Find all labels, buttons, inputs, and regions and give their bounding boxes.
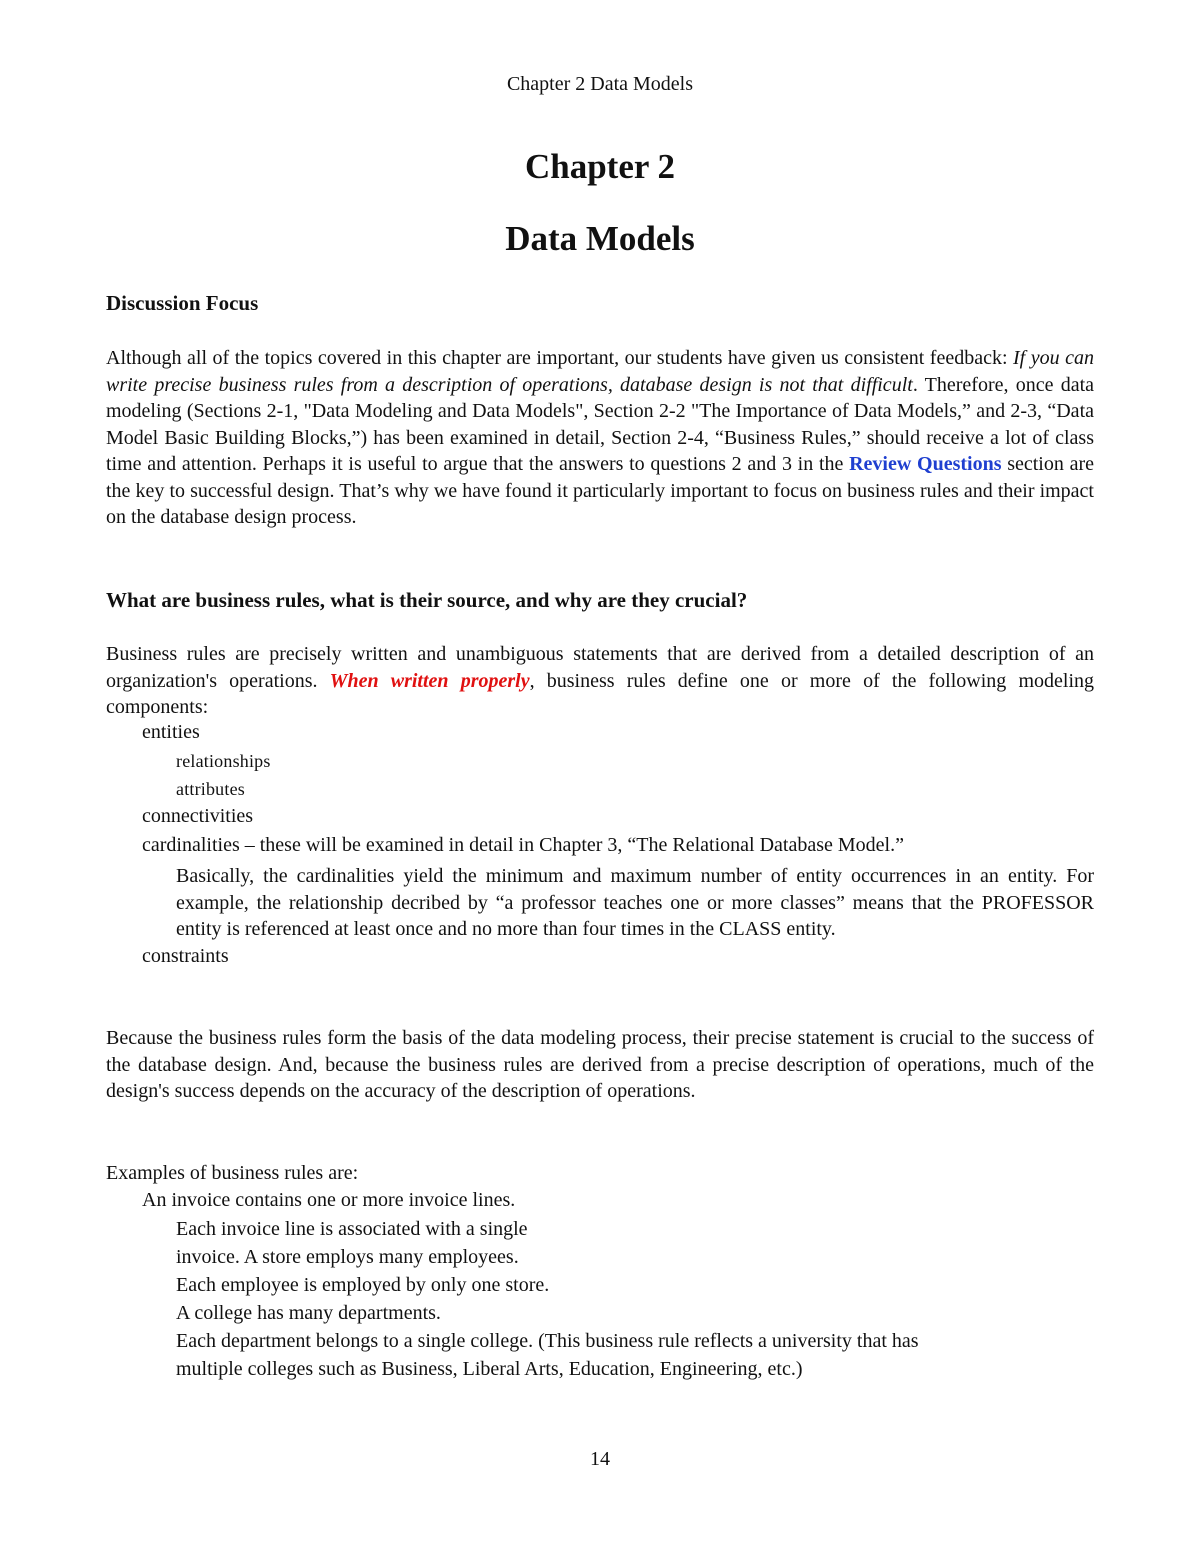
page-number: 14: [590, 1448, 610, 1470]
discussion-text-a: Although all of the topics covered in this chapter are important, our students have given us consistent feedback:: [106, 347, 1014, 369]
business-rules-section: [106, 587, 1094, 613]
example-line: multiple colleges such as Business, Liberal Arts, Education, Engineering, etc.): [176, 1357, 803, 1380]
business-rules-paragraph: [106, 641, 1094, 721]
examples-section: [106, 1160, 1094, 1382]
list-item-cardinalities: cardinalities – these will be examined in detail in Chapter 3, “The Relational Database Model.”: [142, 834, 904, 856]
discussion-italic-quote: If you can write precise business rules from a description of operations, database design is not that difficult: [106, 347, 1094, 396]
example-line: Each invoice line is associated with a single: [176, 1217, 528, 1240]
example-line: Each department belongs to a single college. (This business rule reflects a university that has: [176, 1329, 919, 1352]
example-line: invoice. A store employs many employees.: [176, 1245, 519, 1268]
list-item-constraints: constraints: [142, 944, 229, 967]
when-written-properly-emphasis: When written properly: [329, 669, 530, 692]
discussion-focus-section: [106, 290, 1094, 316]
example-line: A college has many departments.: [176, 1301, 441, 1324]
business-rules-importance-paragraph: [106, 1025, 1094, 1105]
running-header: Chapter 2 Data Models: [506, 73, 694, 95]
importance-text: Because the business rules form the basis of the data modeling process, their precise statement is crucial to the success of the database design. And, because the business rules are derived from a precise description of operations, much of the design's success depends on the accuracy of the description of operations.: [106, 1027, 1094, 1102]
discussion-focus-paragraph: [106, 345, 1094, 531]
chapter-title: Data Models: [505, 219, 695, 258]
discussion-focus-heading: Discussion Focus: [106, 291, 259, 315]
business-rules-text-b: , business rules define one or more of the following modeling components:: [106, 669, 1095, 718]
example-line: Each employee is employed by only one store.: [176, 1273, 550, 1296]
review-questions-link[interactable]: Review Questions: [849, 453, 1002, 475]
discussion-text-b: . Therefore, once data modeling (Sections 2-1, "Data Modeling and Data Models", Section 2-2 "The Importance of Data Models,” and 2-3, “Data Model Basic Building Blocks,”) has been examined in detail, Section 2-4, “Business Rules,” should receive a lot of class time and attention. Perhaps it is useful to argue that the answers to questions 2 and 3 in the: [106, 373, 1095, 475]
examples-intro: Examples of business rules are:: [106, 1162, 359, 1184]
list-item-entities: entities: [142, 721, 200, 743]
list-item-connectivities: connectivities: [142, 805, 254, 827]
example-line: An invoice contains one or more invoice lines.: [142, 1188, 516, 1211]
business-rules-heading: What are business rules, what is their source, and why are they crucial?: [106, 588, 748, 612]
discussion-text-c: section are the key to successful design. That’s why we have found it particularly important to focus on business rules and their impact on the database design process.: [106, 453, 1094, 528]
chapter-number-title: Chapter 2: [524, 147, 676, 186]
list-item-relationships: relationships: [176, 751, 271, 771]
business-rules-text-a: Business rules are precisely written and unambiguous statements that are derived from a detailed description of an organization's operations.: [106, 643, 1094, 692]
cardinalities-note: Basically, the cardinalities yield the minimum and maximum number of entity occurrences in an entity. For example, the relationship decribed by “a professor teaches one or more classes” means that the PROFESSOR entity is referenced at least once and no more than four times in the CLASS entity.: [176, 865, 1094, 940]
list-item-attributes: attributes: [176, 779, 245, 799]
modeling-components-list: [106, 719, 1094, 969]
